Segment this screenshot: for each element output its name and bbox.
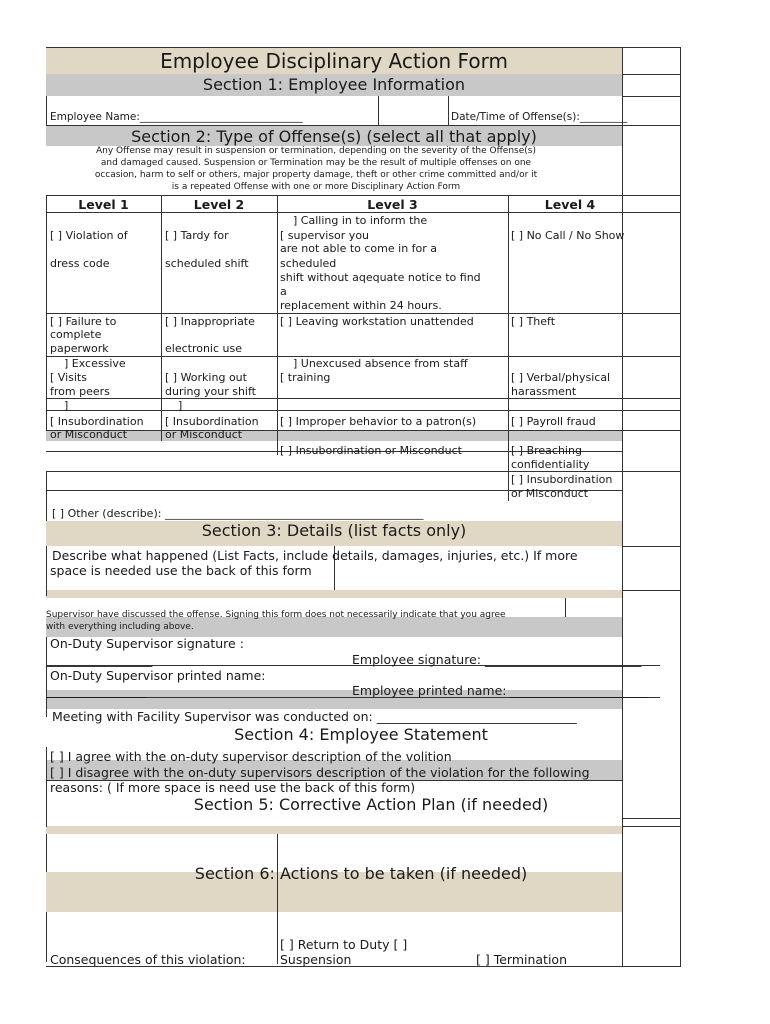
no-call-no-show-checkbox[interactable]: [ ] No Call / No Show — [511, 229, 625, 242]
employee-signature-field[interactable]: Employee signature: _________________________ — [352, 652, 642, 667]
thin-tan-band — [46, 590, 622, 598]
failure-paperwork-line-1[interactable]: [ ] Failure to — [50, 315, 117, 328]
failure-paperwork-line-2: complete — [50, 328, 102, 341]
section2-heading: Section 2: Type of Offense(s) (select all that apply) — [131, 127, 537, 146]
other-describe-field[interactable]: [ ] Other (describe): _______________________________________________ — [52, 507, 424, 520]
inappropriate-checkbox[interactable]: [ ] Inappropriate — [165, 315, 255, 328]
calling-in-line-1[interactable]: ] Calling in to inform the — [293, 214, 428, 227]
supervisor-signature-label: On-Duty Supervisor signature : — [50, 636, 244, 651]
section5-bottom-band — [46, 826, 622, 834]
improper-behavior-checkbox[interactable]: [ ] Improper behavior to a patron(s) — [280, 415, 477, 428]
inappropriate-label: electronic use — [165, 342, 243, 355]
leaving-workstation-checkbox[interactable]: [ ] Leaving workstation unattended — [280, 315, 474, 328]
l1-insubordination-checkbox[interactable]: [ Insubordination — [50, 415, 144, 428]
excessive-visits-line-3: from peers — [50, 385, 110, 398]
termination-checkbox[interactable]: [ ] Termination — [476, 952, 567, 967]
tardy-label: scheduled shift — [165, 257, 249, 270]
section5-heading: Section 5: Corrective Action Plan (if needed) — [193, 795, 549, 814]
employee-name-field[interactable]: Employee Name:_______________________________ — [50, 111, 303, 123]
form-title: Employee Disciplinary Action Form — [160, 49, 508, 73]
l1-insubordination-label: or Misconduct — [50, 428, 128, 441]
calling-in-line-5: shift without aqequate notice to find — [280, 271, 481, 284]
calling-in-line-2: [ supervisor you — [280, 229, 370, 242]
calling-in-line-3: are not able to come in for a — [280, 242, 438, 255]
l3-insubordination-checkbox[interactable]: [ ] Insubordination or Misconduct — [280, 444, 462, 457]
describe-line-2: space is needed use the back of this form — [50, 563, 312, 578]
return-to-duty-checkbox[interactable]: [ ] Return to Duty [ ] — [280, 937, 408, 952]
l2-insubordination-checkbox[interactable]: [ Insubordination — [165, 415, 259, 428]
section1-heading: Section 1: Employee Information — [202, 75, 466, 94]
theft-checkbox[interactable]: [ ] Theft — [511, 315, 556, 328]
section6-heading: Section 6: Actions to be taken (if needed) — [194, 864, 528, 883]
section3-heading: Section 3: Details (list facts only) — [201, 521, 467, 540]
level-2-header: Level 2 — [193, 197, 245, 212]
l1-insub-bracket: ] — [64, 399, 69, 412]
intro-line-4: is a repeated Offense with one or more Disciplinary Action Form — [171, 182, 461, 192]
payroll-fraud-checkbox[interactable]: [ ] Payroll fraud — [511, 415, 596, 428]
suspension-checkbox-label[interactable]: Suspension — [280, 952, 352, 967]
breaching-confidentiality-checkbox[interactable]: [ ] Breaching — [511, 444, 582, 457]
describe-line-1: Describe what happened (List Facts, include details, damages, injuries, etc.) If more — [52, 548, 578, 563]
level-3-header: Level 3 — [367, 197, 418, 212]
calling-in-line-4: scheduled — [280, 257, 337, 270]
l4-insubordination-checkbox[interactable]: [ ] Insubordination — [511, 473, 613, 486]
unexcused-absence-line-2: [ training — [280, 371, 331, 384]
disagree-checkbox[interactable]: [ ] I disagree with the on-duty supervisors description of the violation for the following — [50, 765, 590, 780]
reasons-label: reasons: ( If more space is need use the back of this form) — [50, 780, 416, 795]
verbal-harassment-checkbox[interactable]: [ ] Verbal/physical — [511, 371, 611, 384]
violation-dress-code-checkbox[interactable]: [ ] Violation of — [50, 229, 128, 242]
working-out-label: during your shift — [165, 385, 256, 398]
employee-printed-field[interactable]: Employee printed name: ______________________ — [352, 683, 648, 698]
intro-line-1: Any Offense may result in suspension or termination, depending on the severity of the Offense(s) — [96, 146, 536, 156]
excessive-visits-line-2: [ Visits — [50, 371, 87, 384]
supervisor-printed-line[interactable]: ________________ — [46, 683, 146, 698]
consequences-label: Consequences of this violation: — [50, 952, 246, 967]
intro-line-3: occasion, harm to self or others, major property damage, theft or other crime committed and/or it — [94, 170, 538, 180]
supervisor-signature-line[interactable]: _________________ — [46, 652, 153, 667]
unexcused-absence-line-1[interactable]: ] Unexcused absence from staff — [293, 357, 468, 370]
violation-dress-code-label: dress code — [50, 257, 110, 270]
verbal-harassment-label: harassment — [511, 385, 577, 398]
gray-divider-band — [46, 430, 622, 441]
intro-line-2: and damaged caused. Suspension or Termination may be the result of multiple offenses on one — [100, 158, 532, 168]
working-out-checkbox[interactable]: [ ] Working out — [165, 371, 247, 384]
discussed-line-1: Supervisor have discussed the offense. Signing this form does not necessarily indicate that you agree — [46, 610, 506, 620]
tardy-checkbox[interactable]: [ ] Tardy for — [165, 229, 229, 242]
level-1-header: Level 1 — [78, 197, 129, 212]
section4-heading: Section 4: Employee Statement — [234, 725, 488, 744]
l4-insubordination-label: or Misconduct — [511, 487, 589, 500]
breaching-confidentiality-label: confidentiality — [511, 458, 590, 471]
l2-insubordination-label: or Misconduct — [165, 428, 243, 441]
excessive-visits-line-1[interactable]: ] Excessive — [64, 357, 126, 370]
calling-in-line-7: replacement within 24 hours. — [280, 299, 442, 312]
date-time-field[interactable]: Date/Time of Offense(s):_________ — [451, 111, 628, 123]
meeting-field[interactable]: Meeting with Facility Supervisor was conducted on: ________________________________ — [52, 709, 577, 724]
failure-paperwork-line-3: paperwork — [50, 342, 109, 355]
supervisor-printed-label: On-Duty Supervisor printed name: — [50, 668, 266, 683]
l2-insub-bracket: ] — [178, 399, 183, 412]
level-4-header: Level 4 — [544, 197, 596, 212]
calling-in-line-6: a — [280, 285, 287, 298]
discussed-line-2: with everything including above. — [46, 622, 194, 632]
agree-checkbox[interactable]: [ ] I agree with the on-duty supervisor description of the volition — [50, 749, 452, 764]
